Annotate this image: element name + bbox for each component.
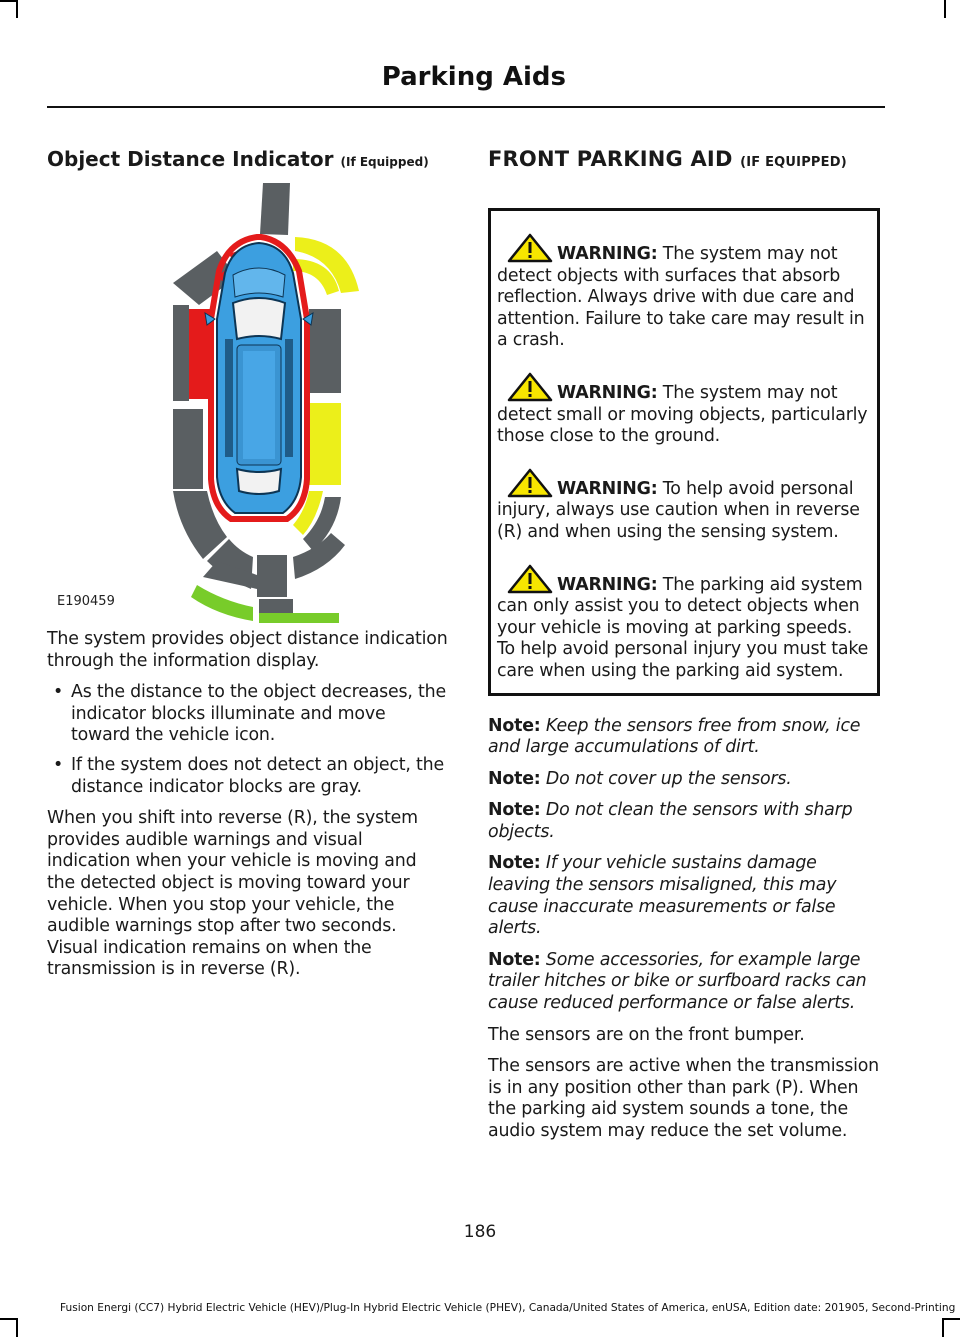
list-item: • As the distance to the object decreases, the indicator blocks illuminate and move toward the vehicle icon. bbox=[47, 682, 449, 747]
heading-qualifier: (If Equipped) bbox=[340, 155, 429, 169]
header-rule bbox=[47, 106, 885, 108]
warning-text: The system may not detect small or moving objects, particularly those close to the ground. bbox=[497, 382, 868, 447]
page-number: 186 bbox=[463, 1222, 497, 1242]
note-text: If your vehicle sustains damage leaving the sensors misaligned, this may cause inaccurate measurements or false alerts. bbox=[488, 853, 837, 939]
page-header-title: Parking Aids bbox=[381, 62, 566, 92]
note-item bbox=[488, 716, 880, 759]
warning-box bbox=[488, 208, 880, 696]
indicator-block-right-upper-gray bbox=[309, 309, 341, 393]
warning-label: WARNING: bbox=[557, 574, 658, 595]
note-item bbox=[488, 800, 880, 843]
note-label: Note: bbox=[488, 800, 541, 821]
indicator-block-front-center bbox=[260, 183, 290, 235]
section-heading-front-parking-aid bbox=[488, 146, 880, 176]
note-label: Note: bbox=[488, 853, 541, 874]
warning-label: WARNING: bbox=[557, 244, 658, 264]
warning-text: To help avoid personal injury, always use caution when in reverse (R) and when using the sensing system. bbox=[497, 478, 860, 542]
distance-indicator-illustration bbox=[47, 179, 449, 629]
indicator-block-rear-center-b bbox=[259, 599, 293, 615]
indicator-block-rear-left-green bbox=[191, 585, 253, 621]
figure-id: E190459 bbox=[57, 594, 115, 609]
warning-triangle-icon bbox=[507, 564, 553, 594]
indicator-block-left-lower-gray bbox=[173, 409, 203, 489]
sensor-location-paragraph: The sensors are on the front bumper. bbox=[488, 1024, 805, 1045]
warning-item bbox=[497, 468, 871, 544]
crop-mark bbox=[942, 1318, 944, 1337]
note-item bbox=[488, 853, 880, 939]
warning-label: WARNING: bbox=[557, 382, 658, 403]
crop-mark bbox=[16, 1318, 18, 1337]
distance-indicator-figure bbox=[47, 179, 449, 629]
left-column bbox=[47, 146, 449, 991]
right-column bbox=[488, 146, 880, 1153]
indicator-block-rear-center-green bbox=[259, 613, 339, 623]
note-text: Keep the sensors free from snow, ice and large accumulations of dirt. bbox=[488, 715, 861, 758]
warning-label: WARNING: bbox=[557, 478, 658, 499]
warning-item bbox=[497, 564, 871, 683]
crop-mark bbox=[942, 1318, 960, 1320]
note-label: Note: bbox=[488, 949, 541, 970]
warning-item bbox=[497, 372, 871, 448]
crop-mark bbox=[16, 0, 18, 18]
warning-text: The parking aid system can only assist you to detect objects when your vehicle is moving at parking speeds. To help avoid personal injury you must take care when using the parking aid system. bbox=[497, 574, 869, 681]
section-heading-object-distance bbox=[47, 146, 449, 175]
note-text: Do not clean the sensors with sharp objects. bbox=[488, 800, 853, 842]
intro-paragraph: The system provides object distance indication through the information display. bbox=[47, 629, 448, 671]
note-item bbox=[488, 769, 880, 791]
crop-mark bbox=[944, 0, 946, 18]
bullet-list bbox=[47, 682, 449, 798]
note-text: Do not cover up the sensors. bbox=[545, 768, 792, 789]
list-item: • If the system does not detect an object, the distance indicator blocks are gray. bbox=[47, 755, 449, 798]
indicator-block-left-upper-gray bbox=[173, 305, 189, 401]
warning-triangle-icon bbox=[507, 372, 553, 402]
heading-qualifier: (IF EQUIPPED) bbox=[740, 155, 847, 170]
note-text: Some accessories, for example large trailer hitches or bike or surfboard racks can cause reduced performance or false alerts. bbox=[488, 949, 867, 1014]
note-label: Note: bbox=[488, 768, 541, 789]
sensor-active-paragraph: The sensors are active when the transmission is in any position other than park (P). When the parking aid system sounds a tone, the audio system may reduce the set volume. bbox=[488, 1056, 879, 1141]
warning-triangle-icon bbox=[507, 468, 553, 498]
heading-text: FRONT PARKING AID bbox=[488, 147, 733, 171]
note-label: Note: bbox=[488, 715, 541, 736]
crop-mark bbox=[0, 0, 16, 2]
indicator-block-rear-center-a bbox=[257, 555, 287, 597]
note-item bbox=[488, 950, 880, 1015]
reverse-paragraph: When you shift into reverse (R), the system provides audible warnings and visual indication when your vehicle is moving and the detected object is moving toward your vehicle. When you stop your vehicle, the audible warnings stop after two seconds. Visual indication remains on when the transmission is in reverse (R). bbox=[47, 808, 418, 980]
warning-item bbox=[497, 233, 871, 352]
warning-triangle-icon bbox=[507, 233, 553, 263]
warning-text: The system may not detect objects with surfaces that absorb reflection. Always drive with due care and attention. Failure to take care may result in a crash. bbox=[497, 244, 865, 351]
footer-text: Fusion Energi (CC7) Hybrid Electric Vehicle (HEV)/Plug-In Hybrid Electric Vehicle (PHEV), Canada/United States of America, enUSA, Edition date: 201905, Second-Printing bbox=[60, 1302, 956, 1314]
indicator-block-right-lower-yellow bbox=[309, 403, 341, 485]
heading-text: Object Distance Indicator bbox=[47, 147, 334, 171]
